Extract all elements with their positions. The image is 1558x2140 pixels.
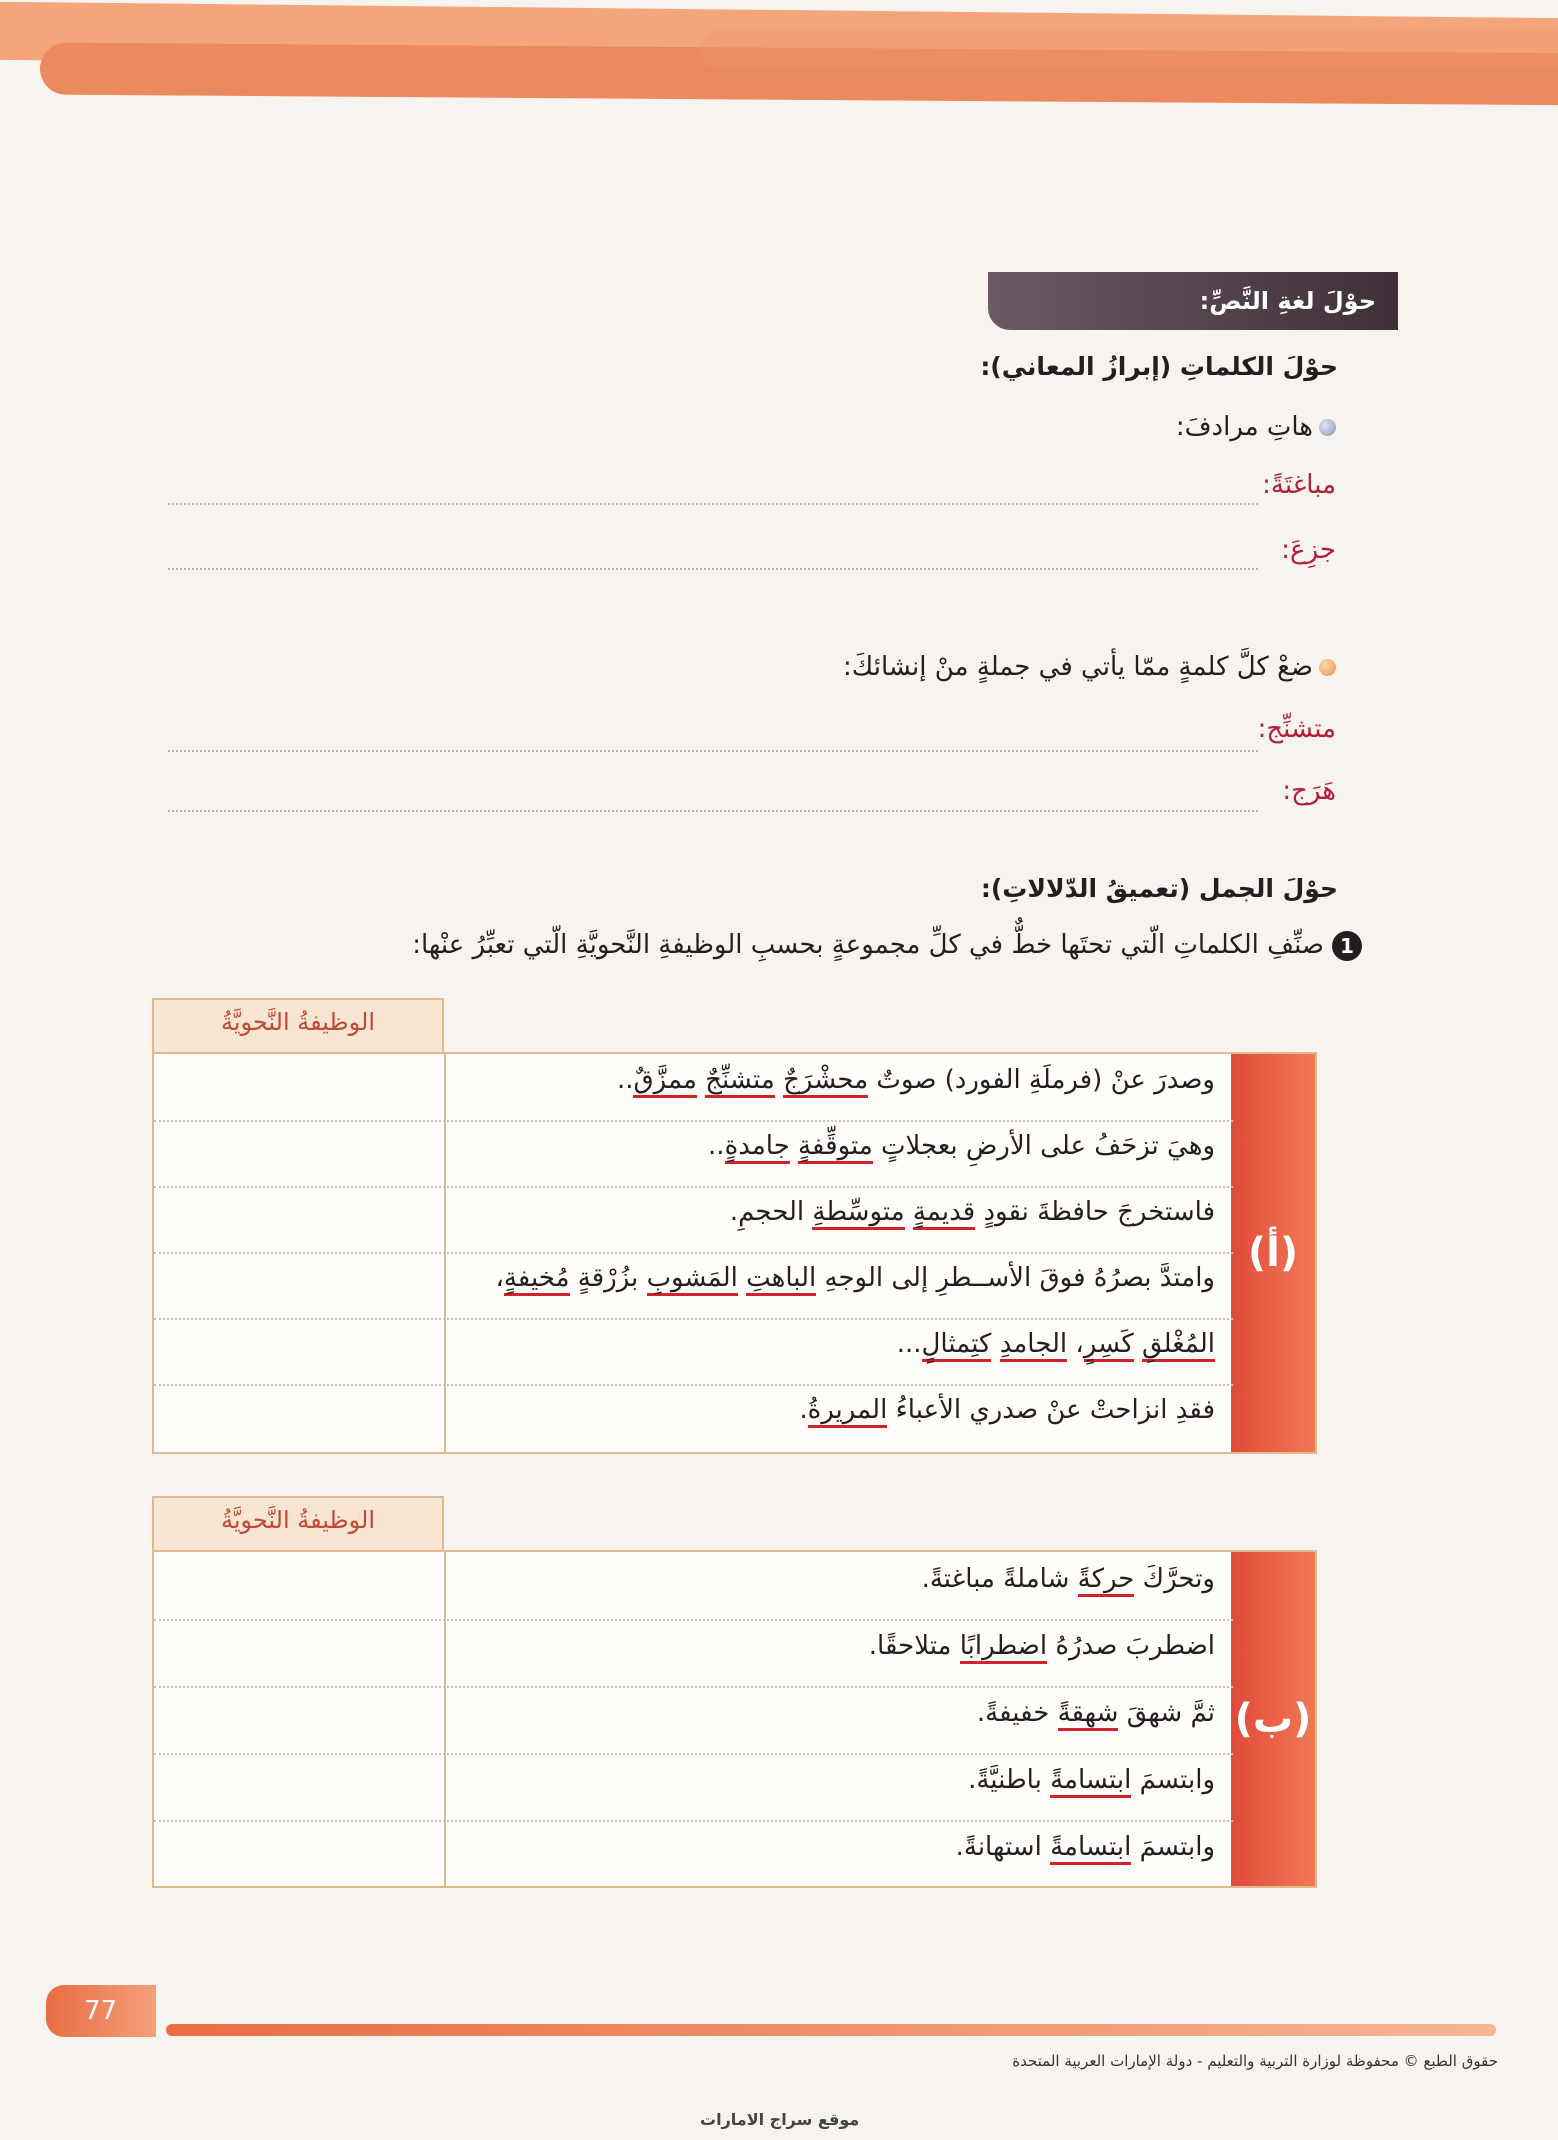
sentence-text <box>738 1263 746 1293</box>
table-row-sentence <box>708 1131 1215 1161</box>
group-b-table <box>152 1550 1317 1888</box>
row-divider <box>154 1820 1233 1822</box>
sentence-text: وتحرَّكَ <box>1134 1563 1215 1594</box>
sentence-text <box>991 1329 999 1359</box>
question-classify-prompt: صنِّفِ الكلماتِ الّتي تحتَها خطٌّ في كلِّ مجموعةٍ بحسبِ الوظيفةِ النَّحويَّةِ الّتي تعبِّرُ عنْها: <box>412 930 1324 960</box>
words-heading: حوْلَ الكلماتِ (إبرازُ المعاني): <box>980 352 1338 381</box>
question-synonym <box>1176 412 1336 442</box>
sentence-text <box>1134 1329 1142 1359</box>
row-divider <box>154 1686 1233 1688</box>
top-decoration-band <box>0 0 1558 120</box>
underlined-word: محشْرَجٌ <box>783 1065 868 1098</box>
underlined-word: متوقِّفةٍ <box>798 1131 873 1164</box>
row-divider <box>154 1619 1233 1621</box>
table-row-sentence <box>897 1329 1215 1359</box>
question-synonym-prompt: هاتِ مرادفَ: <box>1175 412 1313 442</box>
underlined-word: متوسِّطةِ <box>812 1197 904 1230</box>
sentence-text: متلاحقًا. <box>868 1630 960 1661</box>
sentence-text: ، <box>495 1263 504 1293</box>
page-number: 77 <box>84 1996 118 2026</box>
sentence-text: استهانةً. <box>955 1831 1051 1862</box>
table-row-sentence <box>977 1698 1215 1728</box>
sentence-text <box>905 1197 913 1227</box>
answer-line <box>168 750 1258 752</box>
underlined-word: متشنِّجٌ <box>705 1065 775 1098</box>
table-row-sentence <box>968 1765 1215 1795</box>
sentence-word-1: متشنِّج: <box>1257 714 1336 744</box>
underlined-word: كتِمثالٍ <box>922 1329 992 1362</box>
group-a-table <box>152 1052 1317 1454</box>
sentence-text <box>775 1065 783 1095</box>
underlined-word: الباهتِ <box>746 1263 816 1296</box>
question-sentence <box>843 652 1336 682</box>
group-a-function-header: الوظيفةُ النَّحويَّةُ <box>152 998 444 1052</box>
underlined-word: حركةً <box>1078 1564 1135 1597</box>
sentence-text: وامتدَّ بصرُهُ فوقَ الأســطرِ إلى الوجهِ <box>816 1263 1215 1293</box>
sentence-text: وابتسمَ <box>1131 1764 1215 1795</box>
row-divider <box>154 1318 1233 1320</box>
underlined-word: كَسِرٍ <box>1084 1329 1134 1362</box>
sentence-text: فاستخرجَ حافظةَ نقودٍ <box>975 1197 1215 1227</box>
sentence-text: وهيَ تزحَفُ على الأرضِ بعجلاتٍ <box>872 1131 1215 1161</box>
table-row-sentence <box>799 1395 1215 1425</box>
question-number-badge: 1 <box>1332 931 1362 961</box>
sentence-text: شاملةً مباغتةً. <box>921 1563 1078 1594</box>
underlined-word: الجامدِ <box>1000 1329 1067 1362</box>
underlined-word: مُخيفةٍ <box>504 1263 570 1296</box>
sentence-text: بزُرْقةٍ <box>569 1263 647 1293</box>
sentence-text: .. <box>708 1131 725 1161</box>
table-row-sentence <box>922 1564 1215 1594</box>
sentence-text: . <box>799 1395 808 1425</box>
row-divider <box>154 1384 1233 1386</box>
row-divider <box>154 1753 1233 1755</box>
row-divider <box>154 1120 1233 1122</box>
row-divider <box>154 1186 1233 1188</box>
sentence-text: الحجمِ. <box>729 1197 813 1227</box>
sentence-text: .. <box>616 1065 634 1095</box>
sentence-word-2: هَرَج: <box>1282 776 1336 806</box>
group-b-label: (ب) <box>1231 1552 1315 1886</box>
question-classify <box>412 930 1362 961</box>
underlined-word: ابتسامةً <box>1050 1765 1131 1798</box>
table-row-sentence <box>495 1263 1215 1293</box>
group-b-function-header: الوظيفةُ النَّحويَّةُ <box>152 1496 444 1550</box>
orange-bullet-icon <box>1319 659 1336 676</box>
sentence-text: ... <box>896 1329 922 1359</box>
answer-line <box>168 503 1258 505</box>
table-row-sentence <box>869 1631 1215 1661</box>
sentence-text: وصدرَ عنْ (فرملَةِ الفورد) صوتٌ <box>868 1065 1215 1095</box>
section-title-tag <box>988 272 1398 330</box>
sentence-text: وابتسمَ <box>1131 1831 1215 1862</box>
sentence-text: ثمَّ شهقَ <box>1118 1697 1215 1728</box>
table-row-sentence <box>956 1832 1215 1862</box>
footer-bar <box>166 2024 1496 2036</box>
answer-line <box>168 568 1258 570</box>
underlined-word: المَشوبِ <box>647 1263 738 1296</box>
sentences-heading: حوْلَ الجمل (تعميقُ الدّلالاتِ): <box>980 874 1338 903</box>
synonym-word-2: جزِعَ: <box>1281 535 1336 565</box>
sentence-text: باطنيَّةً. <box>968 1764 1051 1795</box>
underlined-word: جامدةٍ <box>725 1131 790 1164</box>
underlined-word: قديمةٍ <box>913 1197 975 1230</box>
question-sentence-prompt: ضعْ كلَّ كلمةٍ ممّا يأتي في جملةٍ منْ إنشائكَ: <box>843 652 1313 682</box>
sentence-text: خفيفةً. <box>976 1697 1058 1728</box>
synonym-word-1: مباغتَةً: <box>1262 470 1336 500</box>
row-divider <box>154 1252 1233 1254</box>
underlined-word: المُغْلقِ <box>1142 1329 1215 1362</box>
blue-bullet-icon <box>1319 419 1336 436</box>
site-watermark-text: موقع سراج الامارات <box>700 2110 860 2129</box>
underlined-word: اضطرابًا <box>960 1631 1047 1664</box>
underlined-word: ممزَّقٌ <box>633 1065 696 1098</box>
copyright-text: حقوق الطبع © محفوظة لوزارة التربية والتعليم - دولة الإمارات العربية المتحدة <box>1012 2052 1498 2070</box>
sentence-text: اضطربَ صدرُهُ <box>1047 1630 1215 1661</box>
underlined-word: المريرةُ <box>808 1395 888 1428</box>
sentence-text: ، <box>1067 1329 1084 1359</box>
table-row-sentence <box>730 1197 1215 1227</box>
table-row-sentence <box>617 1065 1215 1095</box>
answer-line <box>168 810 1258 812</box>
underlined-word: شهقةً <box>1058 1698 1119 1731</box>
sentence-text <box>697 1065 705 1095</box>
group-a-label: (أ) <box>1231 1054 1315 1452</box>
section-title: حوْلَ لغةِ النَّصِّ: <box>1199 287 1376 315</box>
sentence-text: فقدِ انزاحتْ عنْ صدري الأعباءُ <box>887 1395 1215 1425</box>
page-number-tab <box>46 1985 156 2037</box>
underlined-word: ابتسامةً <box>1050 1832 1131 1865</box>
sentence-text <box>790 1131 798 1161</box>
